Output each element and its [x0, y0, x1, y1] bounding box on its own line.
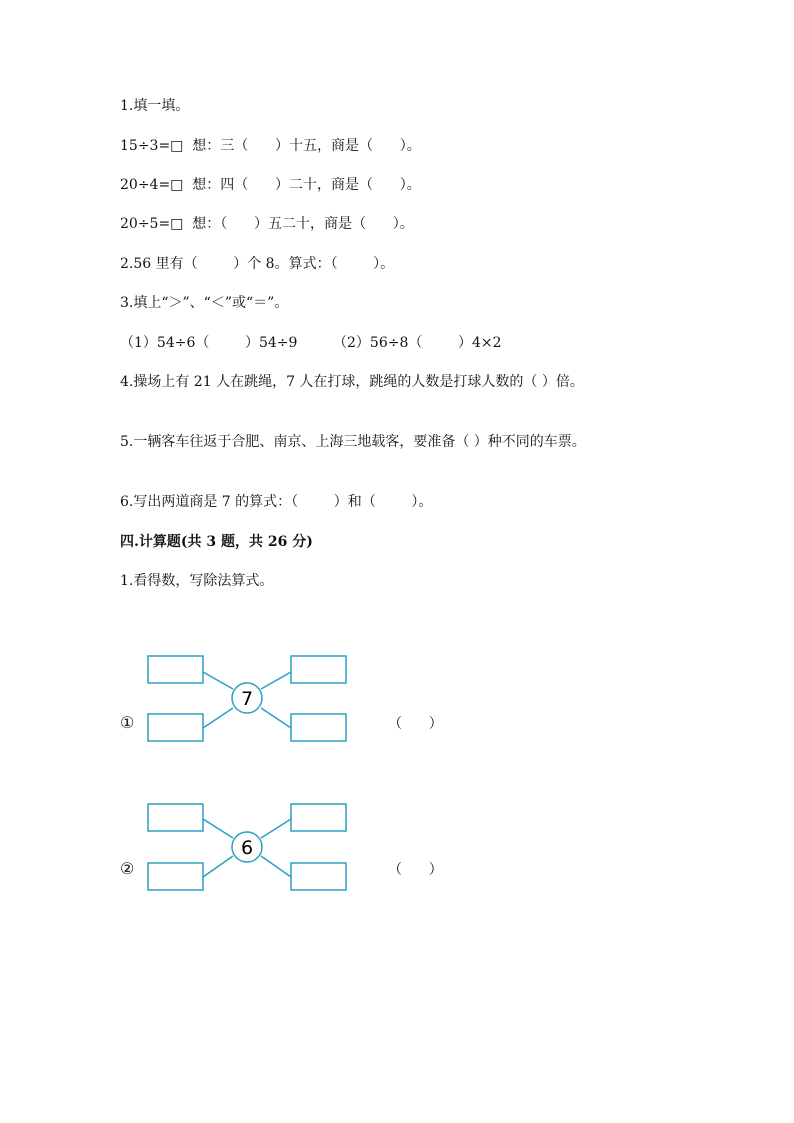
q5: 5.一辆客车往返于合肥、南京、上海三地载客，要准备（ ）种不同的车票。 — [120, 434, 586, 450]
q3-title: 3.填上“＞”、“＜”或“＝”。 — [120, 295, 289, 311]
connector-line — [203, 819, 233, 838]
diagram-box[interactable] — [148, 863, 203, 890]
q3-items: （1）54÷6（ ）54÷9 （2）56÷8（ ）4×2 — [120, 335, 502, 351]
diagram-2-marker: ② — [120, 859, 135, 878]
connector-line — [261, 672, 291, 689]
connector-line — [203, 672, 233, 689]
connector-line — [261, 708, 291, 728]
q2: 2.56 里有（ ）个 8。算式：（ ）。 — [120, 256, 395, 272]
diagram-1-answer[interactable]: （ ） — [388, 716, 443, 732]
division-diagram-2 — [120, 798, 360, 898]
diagram-box[interactable] — [291, 656, 346, 683]
diagram-box[interactable] — [148, 714, 203, 741]
connector-line — [203, 708, 233, 728]
connector-line — [261, 856, 291, 877]
diagram-box[interactable] — [291, 863, 346, 890]
diagram-1-marker: ① — [120, 713, 135, 732]
q6: 6.写出两道商是 7 的算式：（ ）和（ ）。 — [120, 494, 433, 510]
diagram-2-answer[interactable]: （ ） — [388, 862, 443, 878]
q4: 4.操场上有 21 人在跳绳，7 人在打球，跳绳的人数是打球人数的（ ）倍。 — [120, 374, 584, 390]
diagram-box[interactable] — [291, 714, 346, 741]
connector-line — [203, 856, 233, 877]
section4-q1-title: 1.看得数，写除法算式。 — [120, 573, 274, 589]
center-number: 6 — [240, 837, 254, 859]
diagram-box[interactable] — [291, 804, 346, 831]
q1-item-a: 15÷3=□ 想：三（ ）十五，商是（ ）。 — [120, 138, 421, 154]
connector-line — [261, 819, 291, 838]
center-number: 7 — [240, 688, 254, 710]
q1-item-b: 20÷4=□ 想：四（ ）二十，商是（ ）。 — [120, 177, 421, 193]
section4-heading: 四.计算题(共 3 题，共 26 分) — [120, 534, 313, 550]
division-diagram-1 — [120, 650, 360, 750]
q1-item-c: 20÷5=□ 想：（ ）五二十，商是（ ）。 — [120, 216, 414, 232]
diagram-box[interactable] — [148, 804, 203, 831]
q1-title: 1.填一填。 — [120, 98, 190, 114]
diagram-box[interactable] — [148, 656, 203, 683]
